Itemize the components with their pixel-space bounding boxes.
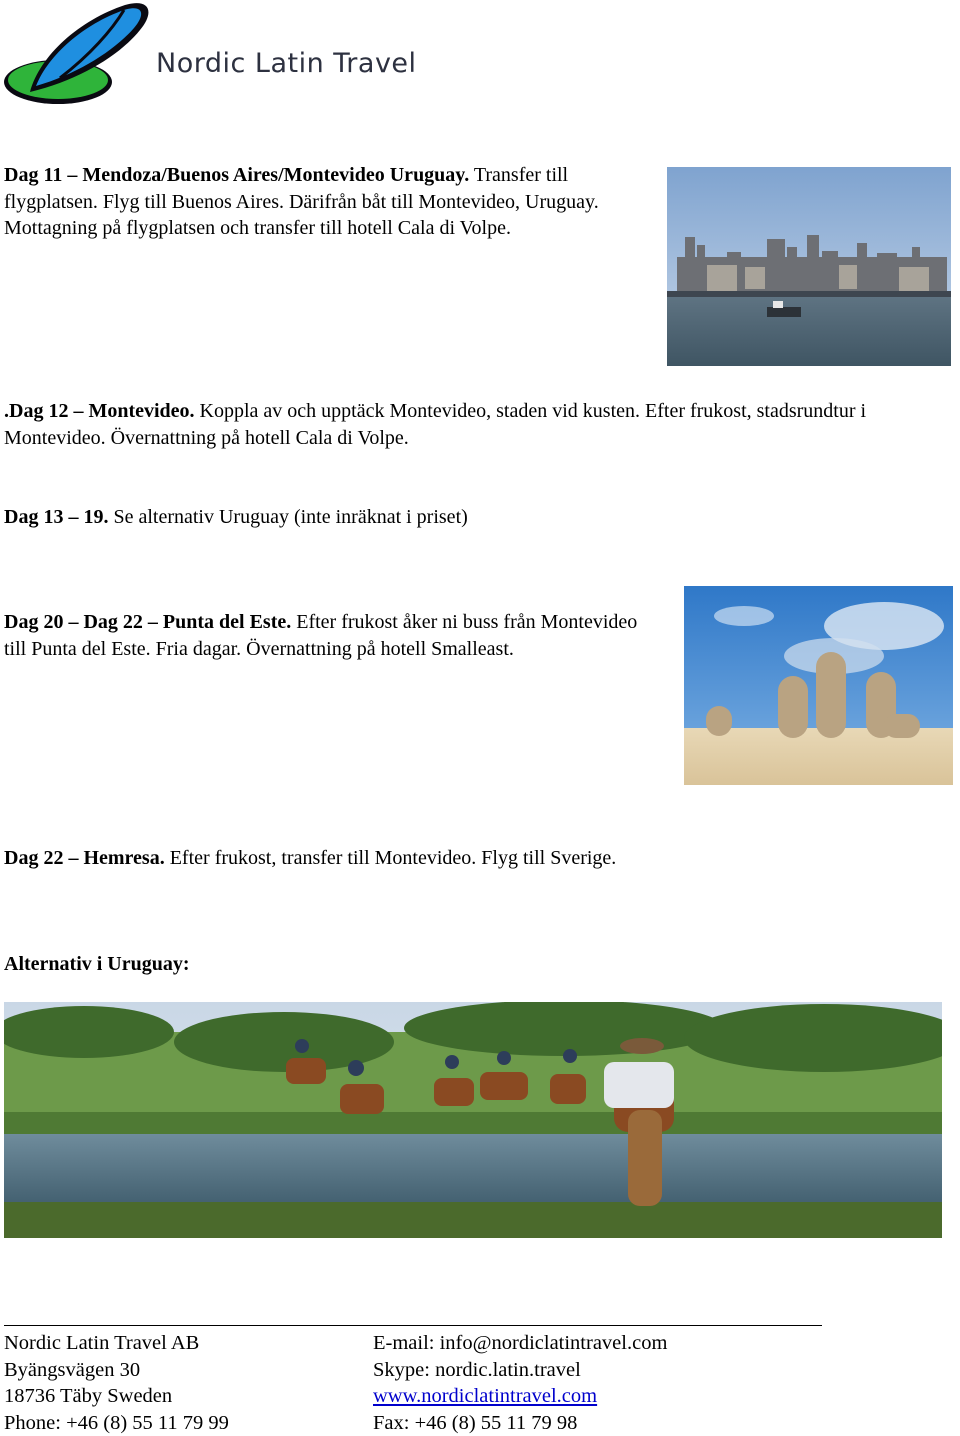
day-text: Se alternativ Uruguay (inte inräknat i priset) bbox=[108, 506, 467, 528]
montevideo-skyline-image bbox=[667, 167, 951, 366]
day-text: Transfer till flygplatsen. Flyg till Buenos Aires. Därifrån båt till Montevideo, Uruguay. Mottagning på flygplatsen och transfer till hotell Cala di Volpe. bbox=[4, 164, 599, 239]
company-city: 18736 Täby Sweden bbox=[4, 1383, 364, 1410]
day-title: Dag 13 – 19. bbox=[4, 506, 108, 528]
company-phone: Phone: +46 (8) 55 11 79 99 bbox=[4, 1410, 364, 1436]
day-title: Dag 20 – Dag 22 – Punta del Este. bbox=[4, 611, 291, 633]
day-text: Koppla av och upptäck Montevideo, staden vid kusten. Efter frukost, stadsrundtur i Montevideo. Övernattning på hotell Cala di Volpe. bbox=[4, 400, 866, 449]
day-22-paragraph bbox=[4, 845, 954, 872]
day-20-22-paragraph bbox=[4, 609, 644, 662]
logo bbox=[0, 0, 160, 110]
day-13-19-paragraph bbox=[4, 504, 904, 531]
footer-rule bbox=[4, 1325, 822, 1326]
day-text: Efter frukost, transfer till Montevideo. Flyg till Sverige. bbox=[165, 847, 617, 869]
contact-email: E-mail: info@nordiclatintravel.com bbox=[373, 1330, 823, 1357]
company-name: Nordic Latin Travel AB bbox=[4, 1330, 364, 1357]
brand-name: Nordic Latin Travel bbox=[156, 48, 417, 79]
logo-emblem bbox=[0, 0, 160, 110]
day-title: Dag 11 – Mendoza/Buenos Aires/Montevideo Uruguay. bbox=[4, 164, 469, 186]
footer-contact bbox=[373, 1330, 823, 1436]
website-link[interactable]: www.nordiclatintravel.com bbox=[373, 1385, 597, 1407]
contact-skype: Skype: nordic.latin.travel bbox=[373, 1357, 823, 1384]
company-street: Byängsvägen 30 bbox=[4, 1357, 364, 1384]
horseback-riding-image bbox=[4, 1002, 942, 1238]
day-12-paragraph bbox=[4, 398, 954, 451]
day-title: Dag 22 – Hemresa. bbox=[4, 847, 165, 869]
footer-company bbox=[4, 1330, 364, 1436]
contact-fax: Fax: +46 (8) 55 11 79 98 bbox=[373, 1410, 823, 1436]
punta-del-este-hand-image bbox=[684, 586, 953, 785]
alternatives-heading: Alternativ i Uruguay: bbox=[4, 951, 190, 978]
day-title: .Dag 12 – Montevideo. bbox=[4, 400, 195, 422]
day-text: Efter frukost åker ni buss från Montevideo till Punta del Este. Fria dagar. Övernattning på hotell Smalleast. bbox=[4, 611, 637, 660]
day-11-paragraph bbox=[4, 162, 659, 242]
